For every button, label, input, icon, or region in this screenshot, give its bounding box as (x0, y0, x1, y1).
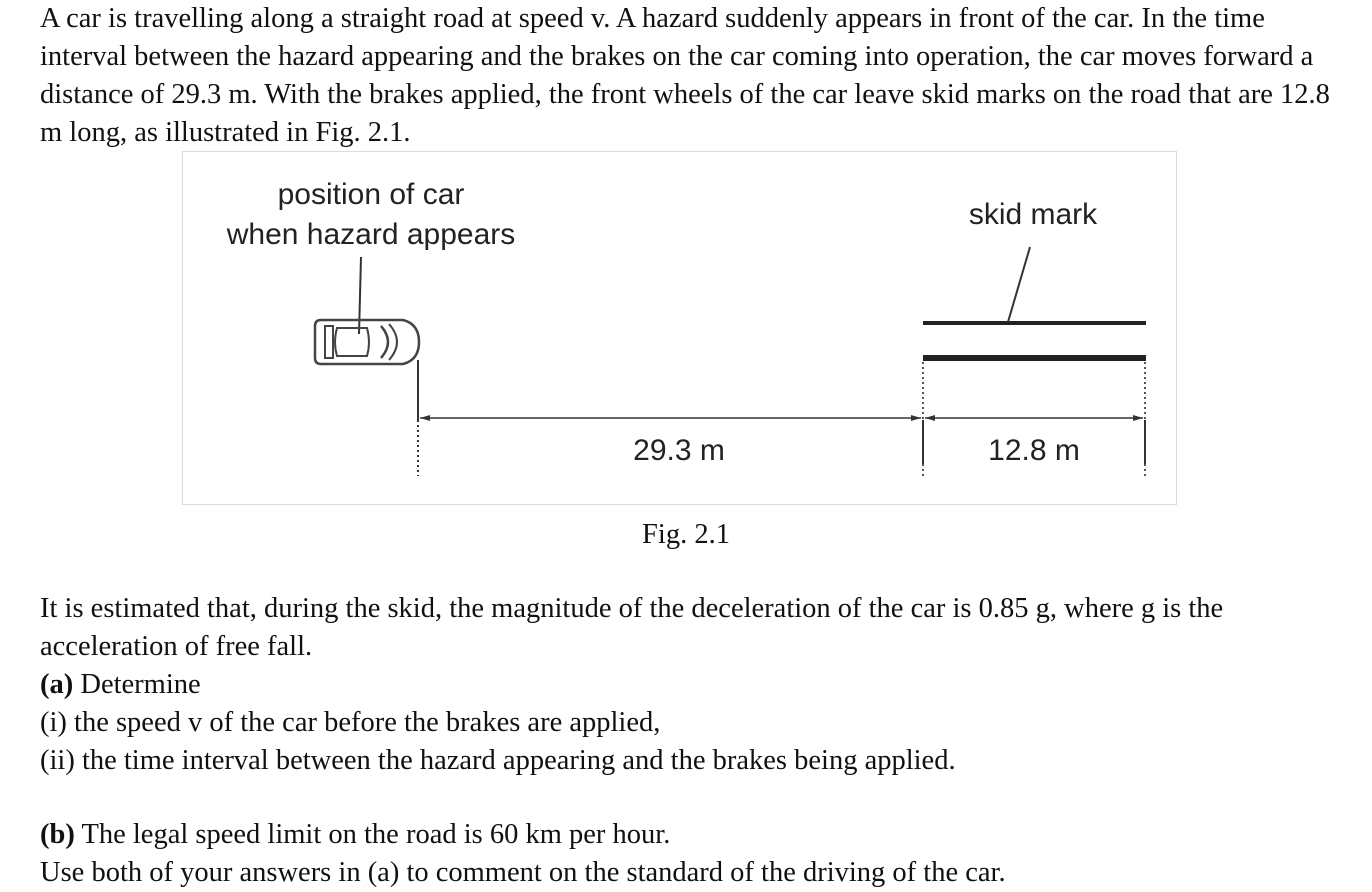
part-a-ii: (ii) the time interval between the hazard appearing and the brakes being applied. (40, 745, 956, 776)
distance-2-label: 12.8 m (988, 434, 1080, 467)
question-intro: A car is travelling along a straight road at speed v. A hazard suddenly appears in front of the car. In the time interval between the hazard appearing and the brakes on the car coming into operation, the car moves forward a distance of 29.3 m. With the brakes applied, the front wheels of the car leave skid marks on the road that are 12.8 m long, as illustrated in Fig. 2.1. (40, 3, 1330, 148)
part-b-text: The legal speed limit on the road is 60 km per hour. (74, 819, 671, 850)
figure-caption (0, 516, 1372, 554)
position-pointer-line (359, 257, 361, 334)
part-a-heading (40, 666, 201, 704)
position-label-line1: position of car (277, 178, 465, 211)
figure-diagram (183, 152, 1178, 506)
part-a-text: Determine (73, 669, 201, 700)
distance-1-arrow (420, 415, 921, 421)
distance-1-label: 29.3 m (633, 434, 725, 467)
part-a-i: (i) the speed v of the car before the brakes are applied, (40, 707, 661, 738)
skid-pointer-line (1008, 247, 1030, 322)
car-icon (315, 320, 419, 364)
distance-2-arrow (925, 415, 1143, 421)
position-label-line2: when hazard appears (226, 218, 516, 251)
skid-mark-label: skid mark (968, 198, 1098, 231)
part-b-text2: Use both of your answers in (a) to comment on the standard of the driving of the car. (40, 857, 1006, 888)
figure-2-1 (182, 151, 1177, 505)
part-b-heading (40, 816, 670, 854)
part-b-label: (b) (40, 819, 75, 850)
part-a-label: (a) (40, 669, 74, 700)
question-estimate: It is estimated that, during the skid, the magnitude of the deceleration of the car is 0.85 g, where g is the acceleration of free fall. (40, 593, 1224, 662)
figure-caption-text: Fig. 2.1 (642, 519, 730, 550)
